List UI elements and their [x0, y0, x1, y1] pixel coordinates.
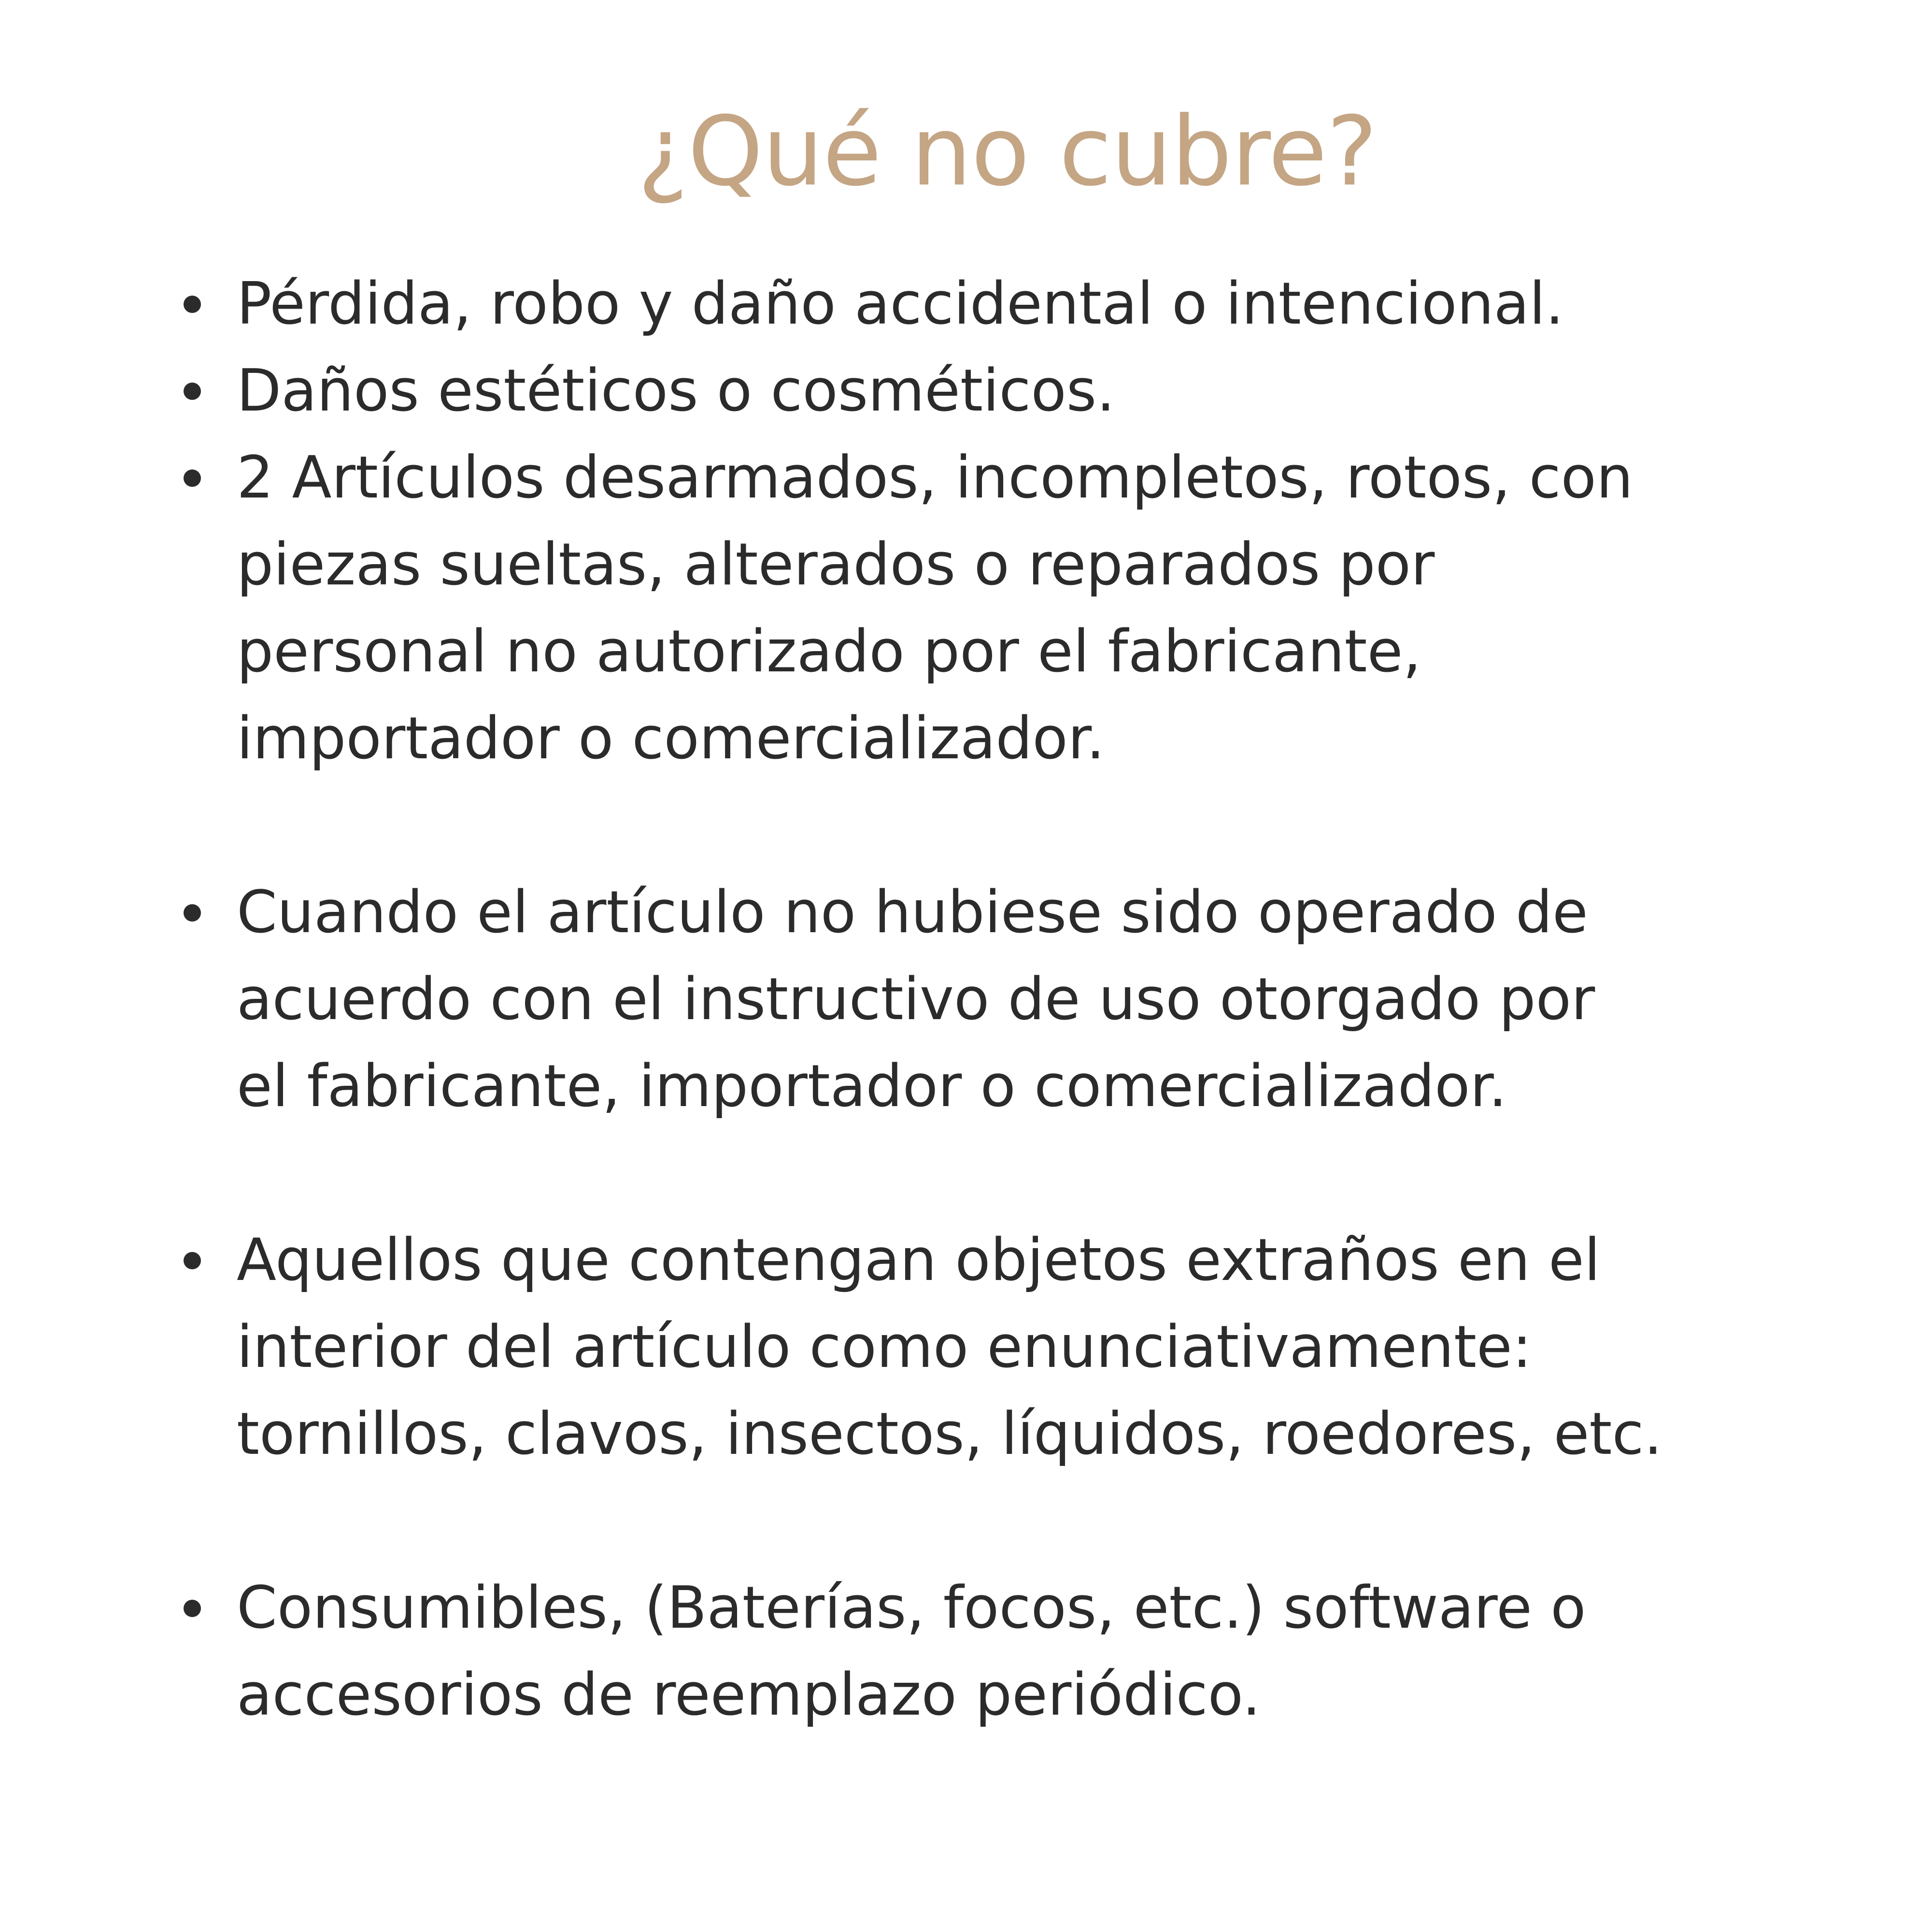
list-item-text: Consumibles, (Baterías, focos, etc.) software o — [237, 1575, 1586, 1642]
list-item-text: 2 Artículos desarmados, incompletos, rotos, con — [237, 444, 1634, 511]
list-item — [174, 1565, 1768, 1739]
list-item-text: el fabricante, importador o comercializador. — [237, 1053, 1507, 1120]
page-title: ¿Qué no cubre? — [638, 96, 1377, 207]
list-item-text: Daños estéticos o cosméticos. — [237, 357, 1115, 425]
list-item-text: Cuando el artículo no hubiese sido operado de — [237, 879, 1588, 946]
list-item-text: accesorios de reemplazo periódico. — [237, 1662, 1261, 1729]
bullet-icon — [184, 383, 201, 400]
list-item-text: personal no autorizado por el fabricante, — [237, 618, 1421, 685]
list-item-text: importador o comercializador. — [237, 705, 1105, 772]
list-item — [174, 261, 1768, 348]
list-item-text: Pérdida, robo y daño accidental o intencional. — [237, 270, 1564, 338]
exclusions-list — [174, 261, 1768, 1739]
list-item — [174, 348, 1768, 435]
list-item — [174, 1217, 1768, 1478]
bullet-icon — [184, 1600, 201, 1617]
bullet-icon — [184, 1252, 201, 1269]
list-item — [174, 435, 1768, 782]
list-item-text: interior del artículo como enunciativamente: — [237, 1314, 1532, 1381]
list-item-text: acuerdo con el instructivo de uso otorgado por — [237, 966, 1595, 1033]
list-item-text: tornillos, clavos, insectos, líquidos, roedores, etc. — [237, 1401, 1662, 1468]
list-item-text: piezas sueltas, alterados o reparados por — [237, 531, 1435, 598]
list-item-text: Aquellos que contengan objetos extraños en el — [237, 1227, 1601, 1294]
bullet-icon — [184, 469, 201, 487]
bullet-icon — [184, 296, 201, 313]
bullet-icon — [184, 904, 201, 922]
list-item — [174, 869, 1768, 1130]
